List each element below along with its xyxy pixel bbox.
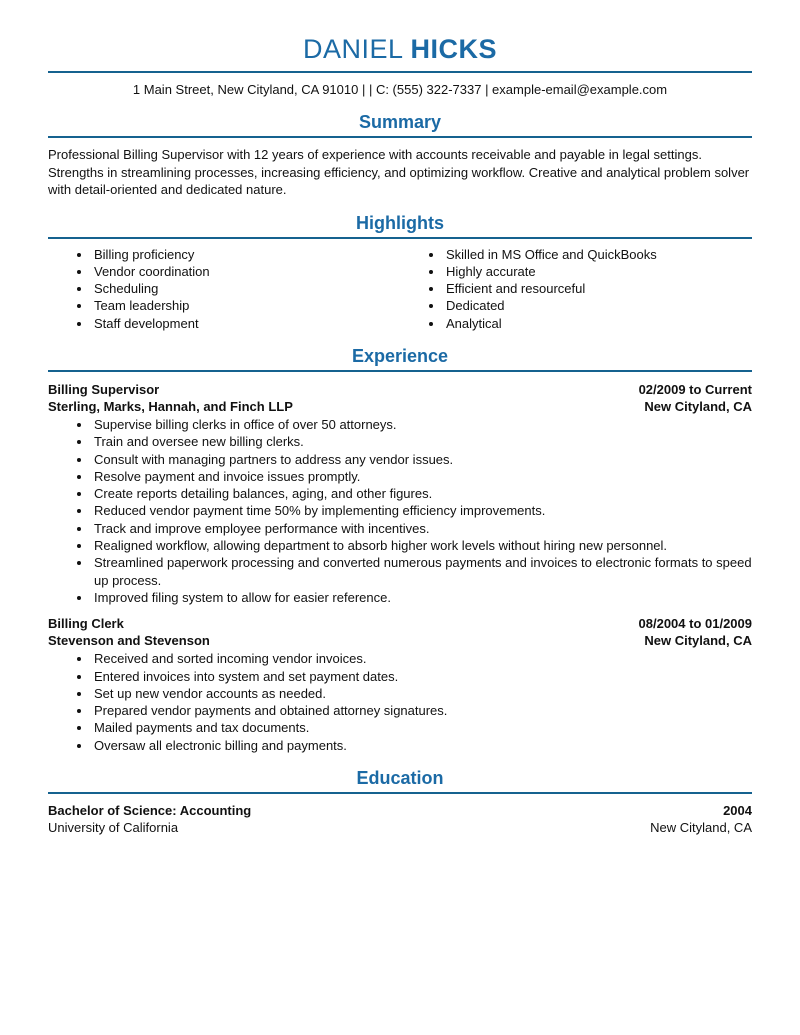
job-location: New Cityland, CA [644, 633, 752, 649]
job-bullet: • Resolve payment and invoice issues promptly. [92, 468, 752, 485]
highlight-item: • Vendor coordination [92, 263, 400, 280]
job-header-right [639, 615, 752, 649]
job-company: Sterling, Marks, Hannah, and Finch LLP [48, 398, 293, 414]
job-bullet-list [48, 416, 752, 606]
education-divider [48, 792, 752, 794]
education-entry [48, 802, 752, 836]
summary-title: Summary [358, 112, 442, 132]
job-bullet: • Reduced vendor payment time 50% by implementing efficiency improvements. [92, 502, 752, 519]
job-bullet: • Oversaw all electronic billing and payments. [92, 737, 752, 754]
job-company: Stevenson and Stevenson [48, 633, 210, 649]
highlights-column-left [48, 239, 400, 332]
job-bullet: • Received and sorted incoming vendor invoices. [92, 650, 752, 667]
highlights-list-left [48, 246, 400, 332]
experience-title: Experience [351, 345, 449, 366]
education-right [650, 802, 752, 836]
highlight-item: • Team leadership [92, 297, 400, 314]
contact-line: 1 Main Street, New Cityland, CA 91010 | | C: (555) 322-7337 | example-email@example.com [132, 82, 668, 97]
job-bullet: • Entered invoices into system and set payment dates. [92, 668, 752, 685]
candidate-first-name: DANIEL [302, 34, 403, 64]
section-highlights [48, 212, 752, 332]
job-dates: 08/2004 to 01/2009 [638, 616, 752, 632]
header-divider [48, 71, 752, 73]
job-dates: 02/2009 to Current [638, 381, 752, 397]
highlight-item: • Analytical [444, 315, 752, 332]
highlights-title: Highlights [356, 212, 444, 233]
highlights-column-right [400, 239, 752, 332]
highlight-item: • Efficient and resourceful [444, 280, 752, 297]
resume-header [48, 34, 752, 98]
job-bullet-list [48, 650, 752, 754]
highlight-item: • Highly accurate [444, 263, 752, 280]
job-header [48, 615, 752, 649]
summary-text: Professional Billing Supervisor with 12 years of experience with accounts receivable and payable in legal settings. Strengths in streamlining processes, increasing efficiency, and optimizing workflow. Creative and analytical problem solver with detail-oriented and dedicated nature. [48, 147, 750, 197]
education-degree: Bachelor of Science: Accounting [48, 803, 252, 819]
highlight-item: • Billing proficiency [92, 246, 400, 263]
education-year: 2004 [723, 803, 752, 819]
highlight-item: • Skilled in MS Office and QuickBooks [444, 246, 752, 263]
section-education [48, 767, 752, 836]
education-left [48, 802, 251, 836]
job-bullet: • Prepared vendor payments and obtained attorney signatures. [92, 702, 752, 719]
job-title: Billing Clerk [48, 616, 124, 632]
section-summary [48, 111, 752, 199]
job-bullet: • Streamlined paperwork processing and converted numerous payments and invoices to electronic formats to speed up process. [92, 554, 752, 589]
job-bullet: • Improved filing system to allow for easier reference. [92, 589, 752, 606]
education-location: New Cityland, CA [650, 820, 752, 836]
job-location: New Cityland, CA [644, 398, 752, 414]
highlights-list-right [400, 246, 752, 332]
job-title: Billing Supervisor [48, 381, 160, 397]
job-bullet: • Supervise billing clerks in office of over 50 attorneys. [92, 416, 752, 433]
highlight-item: • Staff development [92, 315, 400, 332]
job-bullet: • Train and oversee new billing clerks. [92, 433, 752, 450]
job-billing-clerk [48, 615, 752, 754]
education-title: Education [356, 768, 444, 789]
job-header [48, 381, 752, 415]
experience-divider [48, 370, 752, 372]
highlights-columns [48, 239, 752, 332]
summary-divider [48, 136, 752, 138]
job-header-left [48, 381, 293, 415]
education-school: University of California [48, 820, 179, 836]
job-billing-supervisor [48, 381, 752, 606]
candidate-last-name: HICKS [410, 34, 498, 64]
job-bullet: • Mailed payments and tax documents. [92, 719, 752, 736]
candidate-name [48, 34, 752, 64]
job-bullet: • Consult with managing partners to address any vendor issues. [92, 451, 752, 468]
job-bullet: • Set up new vendor accounts as needed. [92, 685, 752, 702]
job-header-left [48, 615, 210, 649]
job-header-right [639, 381, 752, 415]
job-bullet: • Realigned workflow, allowing department to absorb higher work levels without hiring new personnel. [92, 537, 752, 554]
highlight-item: • Dedicated [444, 297, 752, 314]
job-bullet: • Track and improve employee performance with incentives. [92, 520, 752, 537]
section-experience [48, 345, 752, 754]
job-bullet: • Create reports detailing balances, aging, and other figures. [92, 485, 752, 502]
highlight-item: • Scheduling [92, 280, 400, 297]
